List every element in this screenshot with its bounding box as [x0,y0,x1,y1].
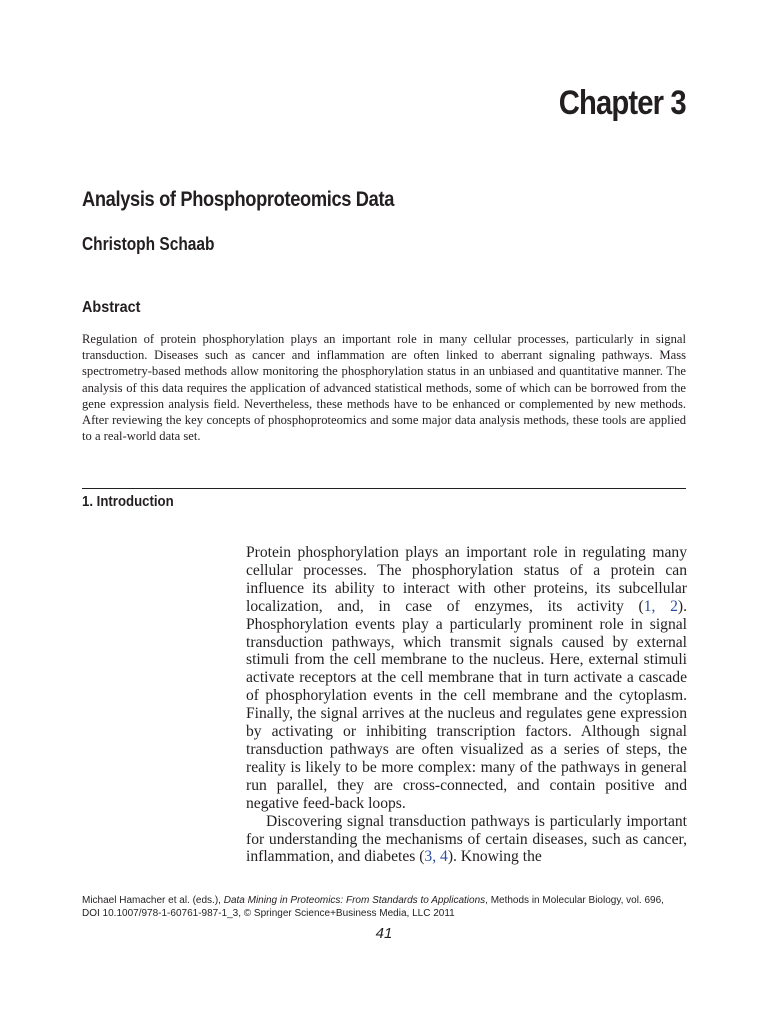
paragraph-text: ). Phosphorylation events play a particularly prominent role in signal transduction pathways, which transmit signals caused by external stimuli from the cell membrane to the nucleus. Here, external stimuli activate receptors at the cell membrane that in turn activate a cascade of phosphorylation events in the cell membrane and the cytoplasm. Finally, the signal arrives at the nucleus and regulates gene expression by activating or inhibiting transcription factors. Although signal transduction pathways are often visualized as a series of steps, the reality is likely to be more complex: many of the pathways in general run parallel, they are cross-connected, and contain positive and negative feed-back loops. [246,597,687,812]
footnote-editors: Michael Hamacher et al. (eds.), [82,895,224,906]
paragraph-text: Discovering signal transduction pathways is particularly important for understanding the mechanisms of certain diseases, such as cancer, inflammation, and diabetes ( [246,812,687,866]
abstract-heading: Abstract [82,299,141,316]
footnote-series: , Methods in Molecular Biology, vol. 696, [485,895,664,906]
paper-title: Analysis of Phosphoproteomics Data [82,188,395,211]
introduction-body [246,544,687,866]
citation-link[interactable]: 3, 4 [424,848,448,866]
footnote-book-title: Data Mining in Proteomics: From Standards to Applications [223,895,486,906]
citation-link[interactable]: 1, 2 [643,597,678,615]
author-name: Christoph Schaab [82,234,215,254]
introduction-paragraph-1 [246,544,687,813]
section-heading-introduction: 1. Introduction [82,493,174,510]
citation-footnote [82,894,702,920]
footnote-doi: DOI 10.1007/978-1-60761-987-1_3, © Springer Science+Business Media, LLC 2011 [82,908,455,919]
paragraph-text: ). Knowing the [447,848,542,866]
paragraph-text: Protein phosphorylation plays an important role in regulating many cellular processes. The phosphorylation status of a protein can influence its ability to interact with other proteins, its subcellular localization, and, in case of enzymes, its activity ( [246,544,687,615]
abstract-text: Regulation of protein phosphorylation plays an important role in many cellular processes, particularly in signal transduction. Diseases such as cancer and inflammation are often linked to aberrant signaling pathways. Mass spectrometry-based methods allow monitoring the phosphorylation status in an unbiased and quantitative manner. The analysis of this data requires the application of advanced statistical methods, some of which can be borrowed from the gene expression analysis field. Nevertheless, these methods have to be enhanced or complemented by new methods. After reviewing the key concepts of phosphoproteomics and some major data analysis methods, these tools are applied to a real-world data set. [82,332,686,444]
chapter-label: Chapter 3 [558,84,686,122]
introduction-paragraph-2 [246,813,687,867]
page-number: 41 [375,925,393,942]
section-divider [82,488,686,489]
